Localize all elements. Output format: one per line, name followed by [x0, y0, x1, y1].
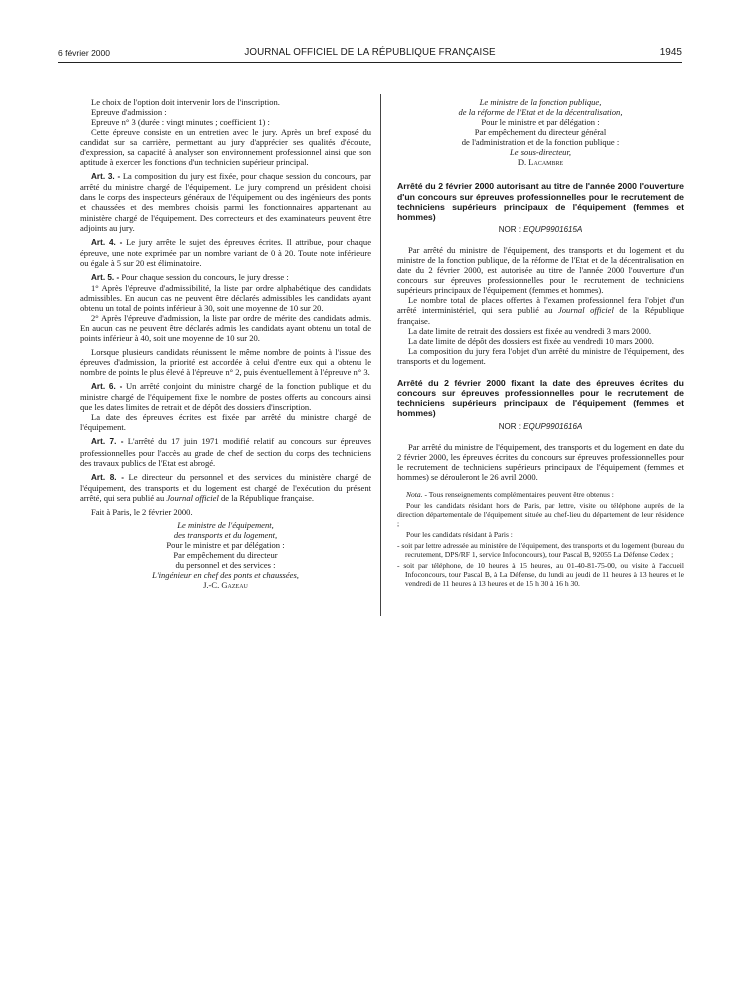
paragraph-text: de la République française.	[397, 305, 684, 326]
signature-line: des transports et du logement,	[173, 529, 278, 540]
signature-line: Pour le ministre et par délégation :	[166, 539, 285, 550]
nota-paragraph: Pour les candidats résidant à Paris :	[406, 529, 513, 539]
signatory-name: D. Lacambre	[517, 157, 564, 168]
signature-line: du personnel et des services :	[175, 559, 276, 570]
article-8	[80, 472, 371, 503]
nota-list-item: - soit par téléphone, de 10 heures à 15 heures, au 01-40-81-75-00, ou visite à l'accueil Infoconcours, tour Pascal B, à La Défense, du lundi au jeudi de 11 heures à 13 heures et le vendredi de 11 heures à 13 heures et de 15 h 30 à 16 h 30.	[397, 560, 684, 588]
paragraph: 1° Après l'épreuve d'admissibilité, la liste par ordre alphabétique des candidats admissibles. En aucun cas ne peuvent être déclarés admissibles les candidats ayant obtenu un total de points inférieur à 30, soit une moyenne de 10 sur 20.	[80, 282, 371, 313]
paragraph: La date limite de retrait des dossiers est fixée au vendredi 3 mars 2000.	[408, 325, 652, 336]
signatory-name: J.-C. Gazeau	[203, 580, 248, 591]
journal-officiel-ref: Journal officiel	[166, 492, 219, 503]
paragraph: Epreuve d'admission :	[91, 107, 167, 118]
place-date: Fait à Paris, le 2 février 2000.	[91, 506, 193, 517]
paragraph	[397, 295, 684, 325]
article-4	[80, 237, 371, 268]
header-title: JOURNAL OFFICIEL DE LA RÉPUBLIQUE FRANÇAISE	[244, 47, 496, 58]
article-label: Art. 8. -	[91, 472, 124, 482]
signature-line: Par empêchement du directeur	[173, 549, 278, 560]
header-rule	[58, 62, 682, 63]
article-text: Pour chaque session du concours, le jury dresse :	[121, 271, 289, 282]
nor-reference-1	[397, 225, 684, 235]
article-label: Art. 5. -	[91, 272, 120, 282]
paragraph: Cette épreuve consiste en un entretien avec le jury. Après un bref exposé du candidat sur sa carrière, permettant au jury d'apprécier ses qualités d'écoute, d'expression, sa capacité à analyser son environnement professionnel ainsi que son aptitude à exercer les fonctions d'un technicien supérieur principal.	[80, 127, 371, 168]
article-6	[80, 381, 371, 412]
article-text: Un arrêté conjoint du ministre chargé de la fonction publique et du ministre chargé de l'équipement fixe le nombre de postes offerts au concours ainsi que les dates limites de retrait et de dépôt des dossiers d'inscription.	[80, 381, 371, 413]
paragraph: Par arrêté du ministre de l'équipement, des transports et du logement et du ministre de la fonction publique, de la réforme de l'Etat et de la décentralisation en date du 2 février 2000, est autorisée au titre de l'année 2000 l'ouverture d'un concours sur épreuves professionnelles pour le recrutement de techniciens supérieurs principaux de l'équipement (femmes et hommes).	[397, 245, 684, 296]
signature-block-left	[80, 520, 371, 590]
paragraph: Epreuve n° 3 (durée : vingt minutes ; coefficient 1) :	[91, 117, 270, 128]
signature-line: Le sous-directeur,	[510, 147, 571, 158]
article-3	[80, 171, 371, 232]
signature-line: L'ingénieur en chef des ponts et chaussées,	[152, 570, 299, 581]
article-label: Art. 3. -	[91, 172, 121, 182]
article-text: L'arrêté du 17 juin 1971 modifié relatif au concours sur épreuves professionnelles pour l'accès au grade de chef de section du corps des techniciens des travaux publics de l'Etat est abrogé.	[80, 436, 371, 468]
nota-paragraph: Pour les candidats résidant hors de Paris, par lettre, visite ou téléphone auprès de la direction départementale de l'équipement située au chef-lieu du département de leur résidence ;	[397, 500, 684, 528]
paragraph-text: Le nombre total de places offertes à l'examen professionnel fera l'objet d'un arrêté interministériel, qui sera publié au	[397, 295, 684, 316]
article-label: Art. 7. -	[91, 437, 124, 447]
signature-line: Le ministre de la fonction publique,	[479, 97, 602, 107]
nota-text: - Tous renseignements complémentaires peuvent être obtenus :	[422, 489, 614, 499]
article-7	[80, 436, 371, 467]
header-date: 6 février 2000	[58, 48, 110, 58]
article-5	[80, 272, 371, 283]
signature-block-right	[397, 97, 684, 167]
paragraph: Par arrêté du ministre de l'équipement, des transports et du logement en date du 2 février 2000, les épreuves écrites du concours sur épreuves professionnelles pour le recrutement de techniciens supérieurs principaux de l'équipement (femmes et hommes) se dérouleront le 26 avril 2000.	[397, 441, 684, 482]
signature-line: de l'administration et de la fonction publique :	[461, 137, 620, 148]
decree-title-1: Arrêté du 2 février 2000 autorisant au titre de l'année 2000 l'ouverture d'un concours sur épreuves professionnelles pour le recrutement de techniciens supérieurs principaux de l'équipement (femmes et hommes)	[397, 181, 684, 222]
article-label: Art. 6. -	[91, 382, 123, 392]
left-column	[80, 97, 371, 590]
paragraph: La composition du jury fera l'objet d'un arrêté du ministre de l'équipement, des transports et du logement.	[397, 345, 684, 366]
nor-reference-2	[397, 422, 684, 432]
article-text: Le directeur du personnel et des services du ministère chargé de l'équipement, des transports et du logement est chargé de l'exécution du présent arrêté, qui sera publié au	[80, 471, 372, 503]
paragraph: La date limite de dépôt des dossiers est fixée au vendredi 10 mars 2000.	[408, 335, 654, 346]
signature-line: Pour le ministre et par délégation :	[481, 117, 600, 128]
article-text: La composition du jury est fixée, pour chaque session du concours, par arrêté du ministre chargé de l'équipement. Le jury comprend un président choisi dans le corps des inspecteurs généraux de l'équipement ou des ingénieurs des ponts et chaussées et des membres choisis parmi les fonctionnaires appartenant au ministère chargé de l'équipement. Des correcteurs et des examinateurs peuvent être adjoints au jury.	[80, 171, 371, 233]
nota-label: Nota.	[406, 489, 423, 499]
signature-line: Le ministre de l'équipement,	[177, 519, 274, 530]
nor-label: NOR :	[498, 421, 524, 431]
nota	[397, 490, 684, 499]
nor-code: EQUP9901615A	[523, 225, 583, 235]
journal-officiel-ref: Journal officiel	[557, 305, 614, 316]
paragraph: Lorsque plusieurs candidats réunissent le même nombre de points à l'issue des épreuves d'admission, la priorité est accordée à celui d'entre eux qui a obtenu le nombre de points le plus élevé à l'épreuve n° 2, puis éventuellement à l'épreuve n° 3.	[80, 347, 371, 378]
column-divider	[380, 94, 381, 616]
paragraph: Le choix de l'option doit intervenir lors de l'inscription.	[91, 97, 280, 107]
decree-title-2: Arrêté du 2 février 2000 fixant la date des épreuves écrites du concours sur épreuves professionnelles pour le recrutement de techniciens supérieurs principaux de l'équipement (femmes et hommes)	[397, 377, 684, 419]
right-column	[397, 97, 684, 588]
nor-code: EQUP9901616A	[523, 421, 583, 431]
header-page-number: 1945	[659, 47, 682, 58]
article-label: Art. 4. -	[91, 237, 123, 247]
article-text: Le jury arrête le sujet des épreuves écrites. Il attribue, pour chaque épreuve, une note exprimée par un nombre variant de 0 à 20. Toute note inférieure ou égale à 5 sur 20 est éliminatoire.	[80, 236, 371, 268]
paragraph: 2° Après l'épreuve d'admission, la liste par ordre de mérite des candidats admis. En aucun cas ne peuvent être déclarés admis les candidats ayant obtenu un total de points inférieur à 40, soit une moyenne de 10 sur 20.	[80, 312, 371, 344]
article-text: de la République française.	[218, 492, 315, 503]
paragraph: La date des épreuves écrites est fixée par arrêté du ministre chargé de l'équipement.	[80, 412, 371, 433]
signature-line: de la réforme de l'Etat et de la décentralisation,	[458, 107, 623, 118]
nor-label: NOR :	[498, 225, 524, 235]
signature-line: Par empêchement du directeur général	[474, 127, 607, 138]
nota-list-item: - soit par lettre adressée au ministère de l'équipement, des transports et du logement (bureau du recrutement, DPS/RF 1, service Infoconcours), tour Pascal B, 92055 La Défense Cedex ;	[397, 540, 684, 559]
